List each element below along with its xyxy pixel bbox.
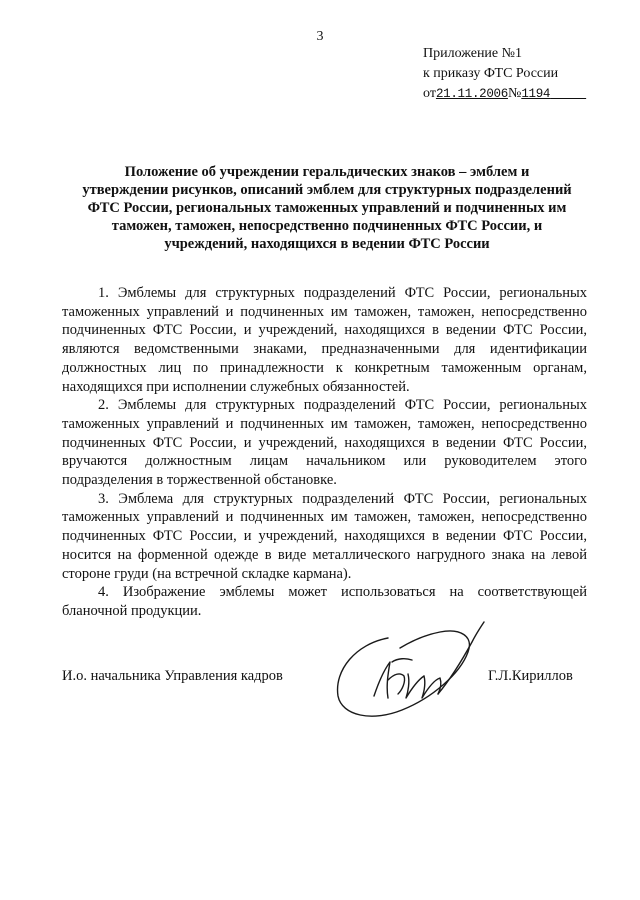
handwritten-signature [328, 618, 488, 726]
order-number-sign: № [507, 86, 522, 101]
appendix-block [423, 44, 586, 104]
order-date: 21.11.2006 [435, 87, 508, 101]
appendix-label: Приложение №1 [423, 46, 522, 61]
paragraph-4: 4. Изображение эмблемы может использоваться на соответствующей бланочной продукции. [62, 584, 587, 619]
page-number: 3 [316, 29, 324, 44]
document-body [62, 284, 587, 621]
appendix-order-date-number [423, 84, 586, 104]
order-date-prefix: от [423, 86, 436, 101]
signer-name: Г.Л.Кириллов [488, 668, 573, 684]
order-number-underline [550, 87, 586, 101]
paragraph-3: 3. Эмблема для структурных подразделений ФТС России, региональных таможенных управлений и подчиненных им таможен, таможен, непосредственно подчиненных ФТС России, и учреждений, находящихся в ведении ФТС России, носится на форменной одежде в виде металлического нагрудного знака на левой стороне груди (на встречной складке кармана). [62, 490, 587, 582]
paragraph-1: 1. Эмблемы для структурных подразделений ФТС России, региональных таможенных управлений и подчиненных им таможен, таможен, непосредственно подчиненных ФТС России, и учреждений, находящихся в ведении ФТС России, являются ведомственными знаками, предназначенными для идентификации должностных лиц по принадлежности к конкретным таможенным органам, находящихся при исполнении служебных обязанностей. [62, 285, 587, 395]
signer-position: И.о. начальника Управления кадров [62, 668, 283, 684]
document-title: Положение об учреждении геральдических знаков – эмблем и утверждении рисунков, описаний эмблем для структурных подразделений ФТС России, региональных таможенных управлений и подчиненных им таможен, таможен, непосредственно подчиненных ФТС России, и учреждений, находящихся в ведении ФТС России [82, 164, 572, 252]
order-number: 1194 [521, 87, 551, 101]
appendix-order-reference: к приказу ФТС России [423, 66, 559, 81]
paragraph-2: 2. Эмблемы для структурных подразделений ФТС России, региональных таможенных управлений и подчиненных им таможен, таможен, непосредственно подчиненных ФТС России, и учреждений, находящихся в ведении ФТС России, вручаются должностным лицам начальником или руководителем этого подразделения в торжественной обстановке. [62, 397, 587, 489]
